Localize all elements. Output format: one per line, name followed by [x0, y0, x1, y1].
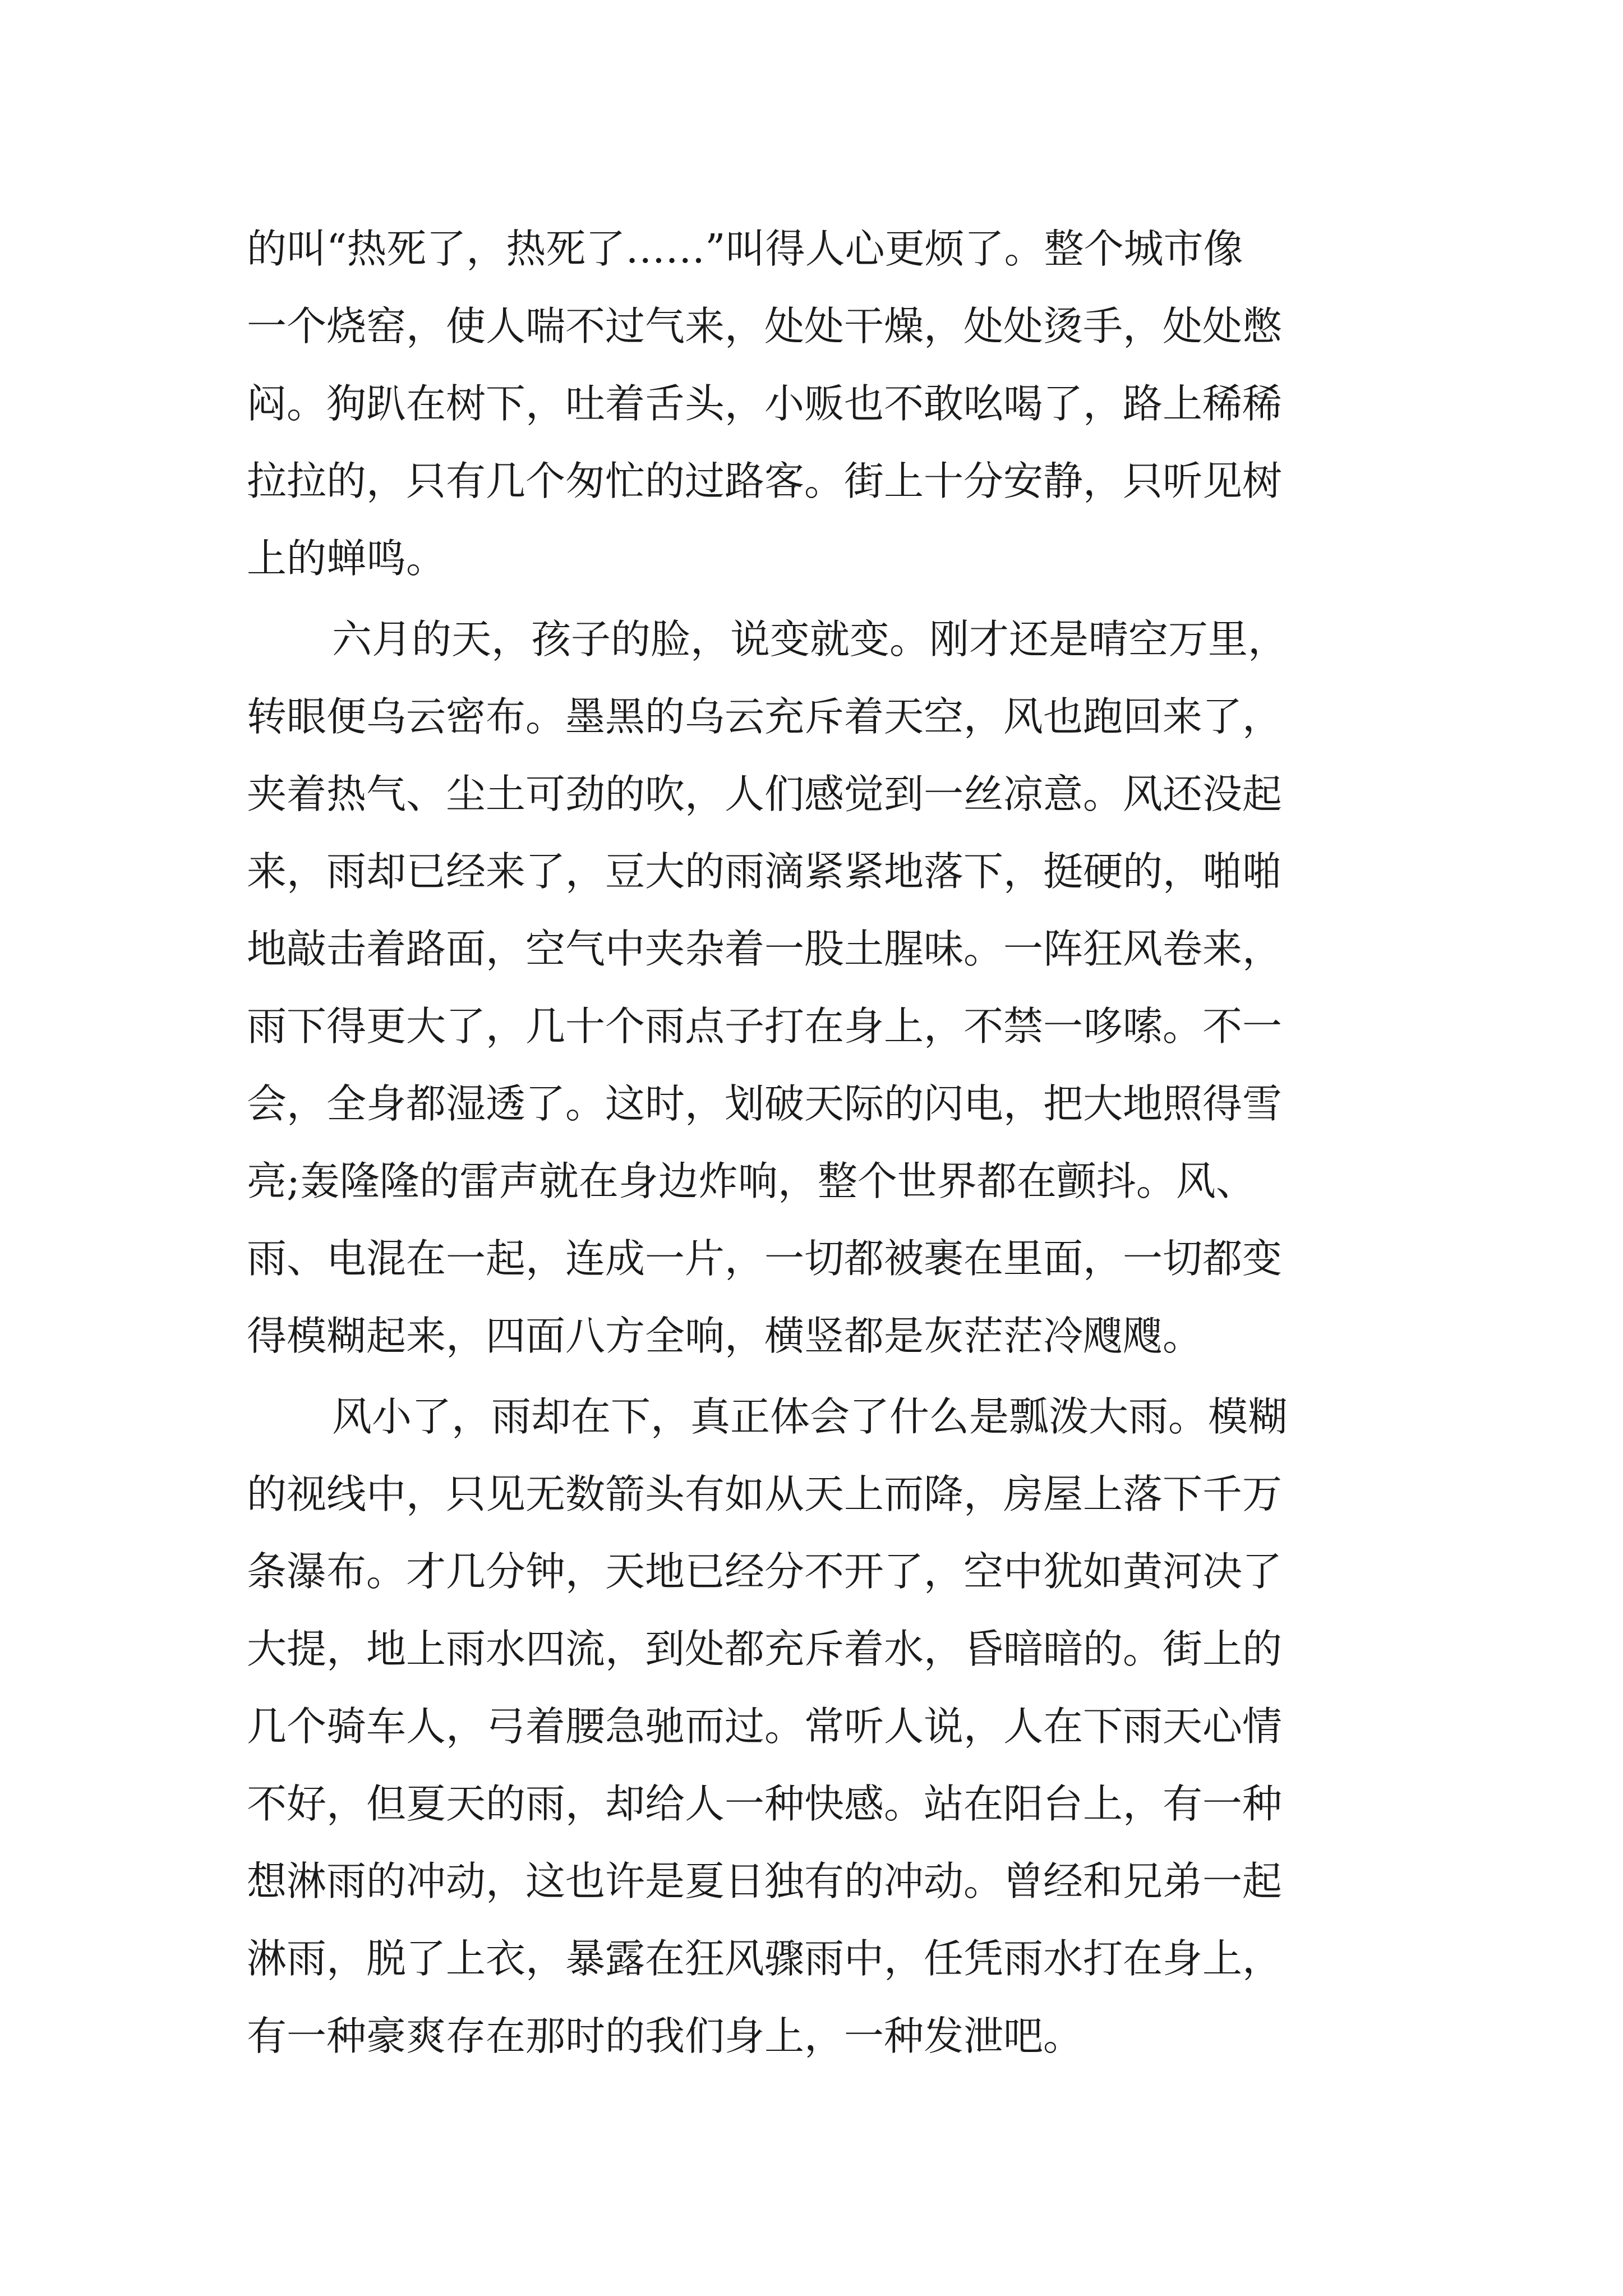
text-line: 风小了，雨却在下，真正体会了什么是瓢泼大雨。模糊 [332, 1393, 1288, 1440]
text-line: 地敲击着路面，空气中夹杂着一股土腥味。一阵狂风卷来， [247, 926, 1283, 972]
text-line: 一个烧窑，使人喘不过气来，处处干燥，处处烫手，处处憋 [247, 303, 1283, 349]
text-line: 条瀑布。才几分钟，天地已经分不开了，空中犹如黄河决了 [247, 1548, 1283, 1595]
text-line: 上的蝉鸣。 [247, 535, 446, 582]
text-line: 夹着热气、尘土可劲的吹，人们感觉到一丝凉意。风还没起 [247, 771, 1283, 817]
paragraph-2 [247, 601, 1413, 1375]
text-line: 雨下得更大了，几十个雨点子打在身上，不禁一哆嗦。不一 [247, 1003, 1283, 1050]
text-line: 得模糊起来，四面八方全响，横竖都是灰茫茫冷飕飕。 [247, 1313, 1203, 1359]
text-line: 淋雨，脱了上衣，暴露在狂风骤雨中，任凭雨水打在身上， [247, 1935, 1283, 1982]
paragraph-3 [247, 1378, 1413, 2075]
text-line: 的叫“热死了，热死了……”叫得人心更烦了。整个城市像 [247, 226, 1243, 272]
text-line: 来，雨却已经来了，豆大的雨滴紧紧地落下，挺硬的，啪啪 [247, 848, 1283, 895]
text-line: 的视线中，只见无数箭头有如从天上而降，房屋上落下千万 [247, 1471, 1283, 1517]
text-line: 不好，但夏天的雨，却给人一种快感。站在阳台上，有一种 [247, 1780, 1283, 1827]
text-line: 闷。狗趴在树下，吐着舌头，小贩也不敢吆喝了，路上稀稀 [247, 380, 1283, 427]
paragraph-1 [247, 210, 1413, 597]
text-line: 拉拉的，只有几个匆忙的过路客。街上十分安静，只听见树 [247, 458, 1283, 504]
text-line: 会，全身都湿透了。这时，划破天际的闪电，把大地照得雪 [247, 1080, 1283, 1127]
text-line: 几个骑车人，弓着腰急驰而过。常听人说，人在下雨天心情 [247, 1703, 1283, 1750]
document-body [247, 210, 1413, 2075]
text-line: 亮;轰隆隆的雷声就在身边炸响，整个世界都在颤抖。风、 [247, 1158, 1256, 1204]
text-line: 转眼便乌云密布。墨黑的乌云充斥着天空，风也跑回来了， [247, 693, 1283, 740]
text-line: 有一种豪爽存在那时的我们身上，一种发泄吧。 [247, 2013, 1083, 2059]
text-line: 想淋雨的冲动，这也许是夏日独有的冲动。曾经和兄弟一起 [247, 1858, 1283, 1904]
text-line: 大提，地上雨水四流，到处都充斥着水，昏暗暗的。街上的 [247, 1626, 1283, 1672]
text-line: 雨、电混在一起，连成一片，一切都被裹在里面，一切都变 [247, 1235, 1283, 1282]
text-line: 六月的天，孩子的脸，说变就变。刚才还是晴空万里， [332, 616, 1288, 662]
